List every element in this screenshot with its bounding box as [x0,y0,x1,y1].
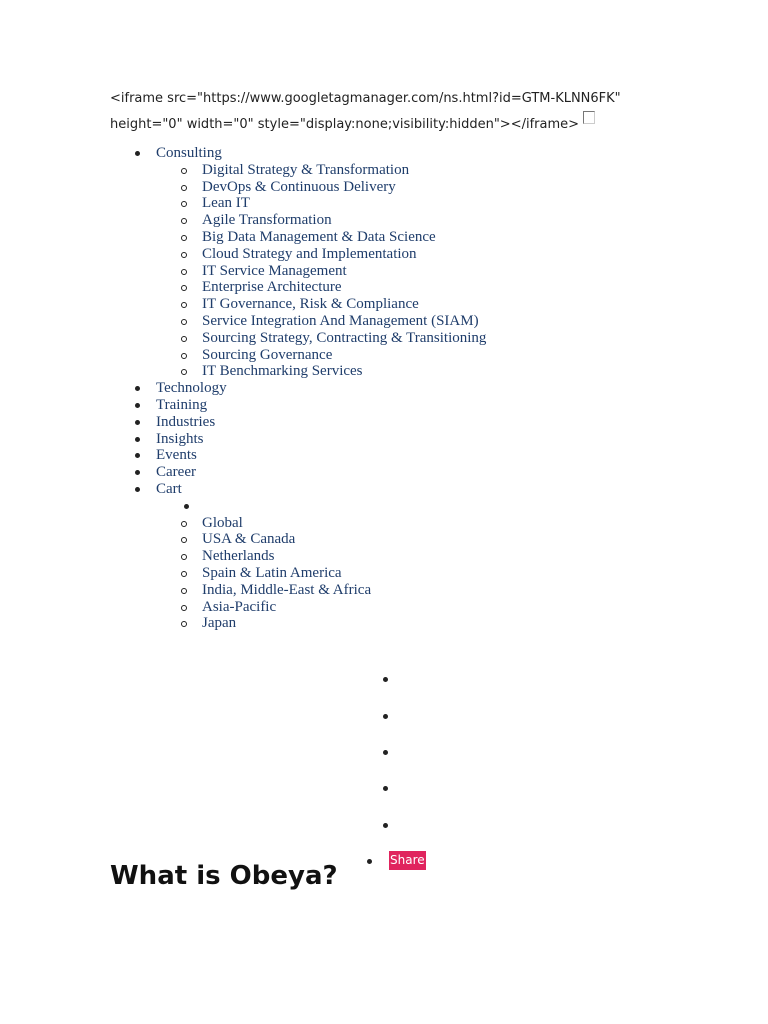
nav-link-cart[interactable]: Cart [156,480,182,497]
region-link-asia-pacific[interactable]: Asia-Pacific [202,598,277,615]
nav-item-cart [156,481,486,632]
submenu-link-enterprise-architecture[interactable]: Enterprise Architecture [202,279,342,296]
main-navigation [156,145,486,632]
submenu-link-lean-it[interactable]: Lean IT [202,195,250,212]
social-list-bullet [383,786,388,791]
nav-link-events[interactable]: Events [156,447,197,464]
submenu-link-agile[interactable]: Agile Transformation [202,212,332,229]
region-item [202,531,486,548]
submenu-item [202,212,486,229]
region-link-usa-canada[interactable]: USA & Canada [202,531,296,548]
iframe-code-text [110,86,670,137]
submenu-item [202,263,486,280]
iframe-code-line-2: height="0" width="0" style="display:none;visibility:hidden"></iframe> [110,111,670,137]
submenu-link-it-governance[interactable]: IT Governance, Risk & Compliance [202,296,419,313]
submenu-link-cloud[interactable]: Cloud Strategy and Implementation [202,245,417,262]
submenu-link-itsm[interactable]: IT Service Management [202,262,347,279]
social-list-bullet [383,823,388,828]
region-link-netherlands[interactable]: Netherlands [202,548,275,565]
region-submenu [156,498,486,632]
nav-link-training[interactable]: Training [156,396,208,413]
submenu-link-sourcing-strategy[interactable]: Sourcing Strategy, Contracting & Transitioning [202,329,487,346]
submenu-item [202,347,486,364]
broken-image-icon [583,111,595,124]
nav-item-career [156,464,486,481]
nav-item-events [156,447,486,464]
region-item [202,548,486,565]
region-item [202,615,486,632]
social-list-bullet [383,714,388,719]
social-list-bullet [383,677,388,682]
submenu-link-it-benchmarking[interactable]: IT Benchmarking Services [202,363,363,380]
nav-item-training [156,397,486,414]
submenu-link-big-data[interactable]: Big Data Management & Data Science [202,228,436,245]
empty-list-item [202,498,486,515]
region-item [202,565,486,582]
consulting-submenu [156,162,486,380]
submenu-item [202,330,486,347]
nav-link-technology[interactable]: Technology [156,380,227,397]
submenu-item [202,296,486,313]
submenu-item [202,179,486,196]
nav-link-insights[interactable]: Insights [156,430,204,447]
region-item [202,599,486,616]
nav-item-industries [156,414,486,431]
region-link-india-middle-east-africa[interactable]: India, Middle-East & Africa [202,581,372,598]
region-link-global[interactable]: Global [202,514,243,531]
social-list-bullet [367,859,372,864]
submenu-item [202,363,486,380]
submenu-item [202,229,486,246]
nav-link-industries[interactable]: Industries [156,413,216,430]
nav-link-consulting[interactable]: Consulting [156,145,222,161]
submenu-item [202,162,486,179]
page-title: What is Obeya? [110,861,338,891]
region-item [202,582,486,599]
submenu-item [202,279,486,296]
region-link-spain-latin-america[interactable]: Spain & Latin America [202,564,342,581]
submenu-link-devops[interactable]: DevOps & Continuous Delivery [202,178,396,195]
submenu-link-sourcing-governance[interactable]: Sourcing Governance [202,346,333,363]
submenu-item [202,195,486,212]
region-link-japan[interactable]: Japan [202,615,237,632]
submenu-item [202,246,486,263]
submenu-link-siam[interactable]: Service Integration And Management (SIAM) [202,312,479,329]
share-button[interactable]: Share [389,851,426,870]
submenu-link-digital-strategy[interactable]: Digital Strategy & Transformation [202,161,410,178]
social-list-bullet [383,750,388,755]
nav-item-consulting [156,145,486,380]
iframe-code-line-1: <iframe src="https://www.googletagmanager.com/ns.html?id=GTM-KLNN6FK" [110,91,621,106]
nav-item-insights [156,431,486,448]
nav-item-technology [156,380,486,397]
submenu-item [202,313,486,330]
region-item [202,515,486,532]
nav-link-career[interactable]: Career [156,464,196,481]
